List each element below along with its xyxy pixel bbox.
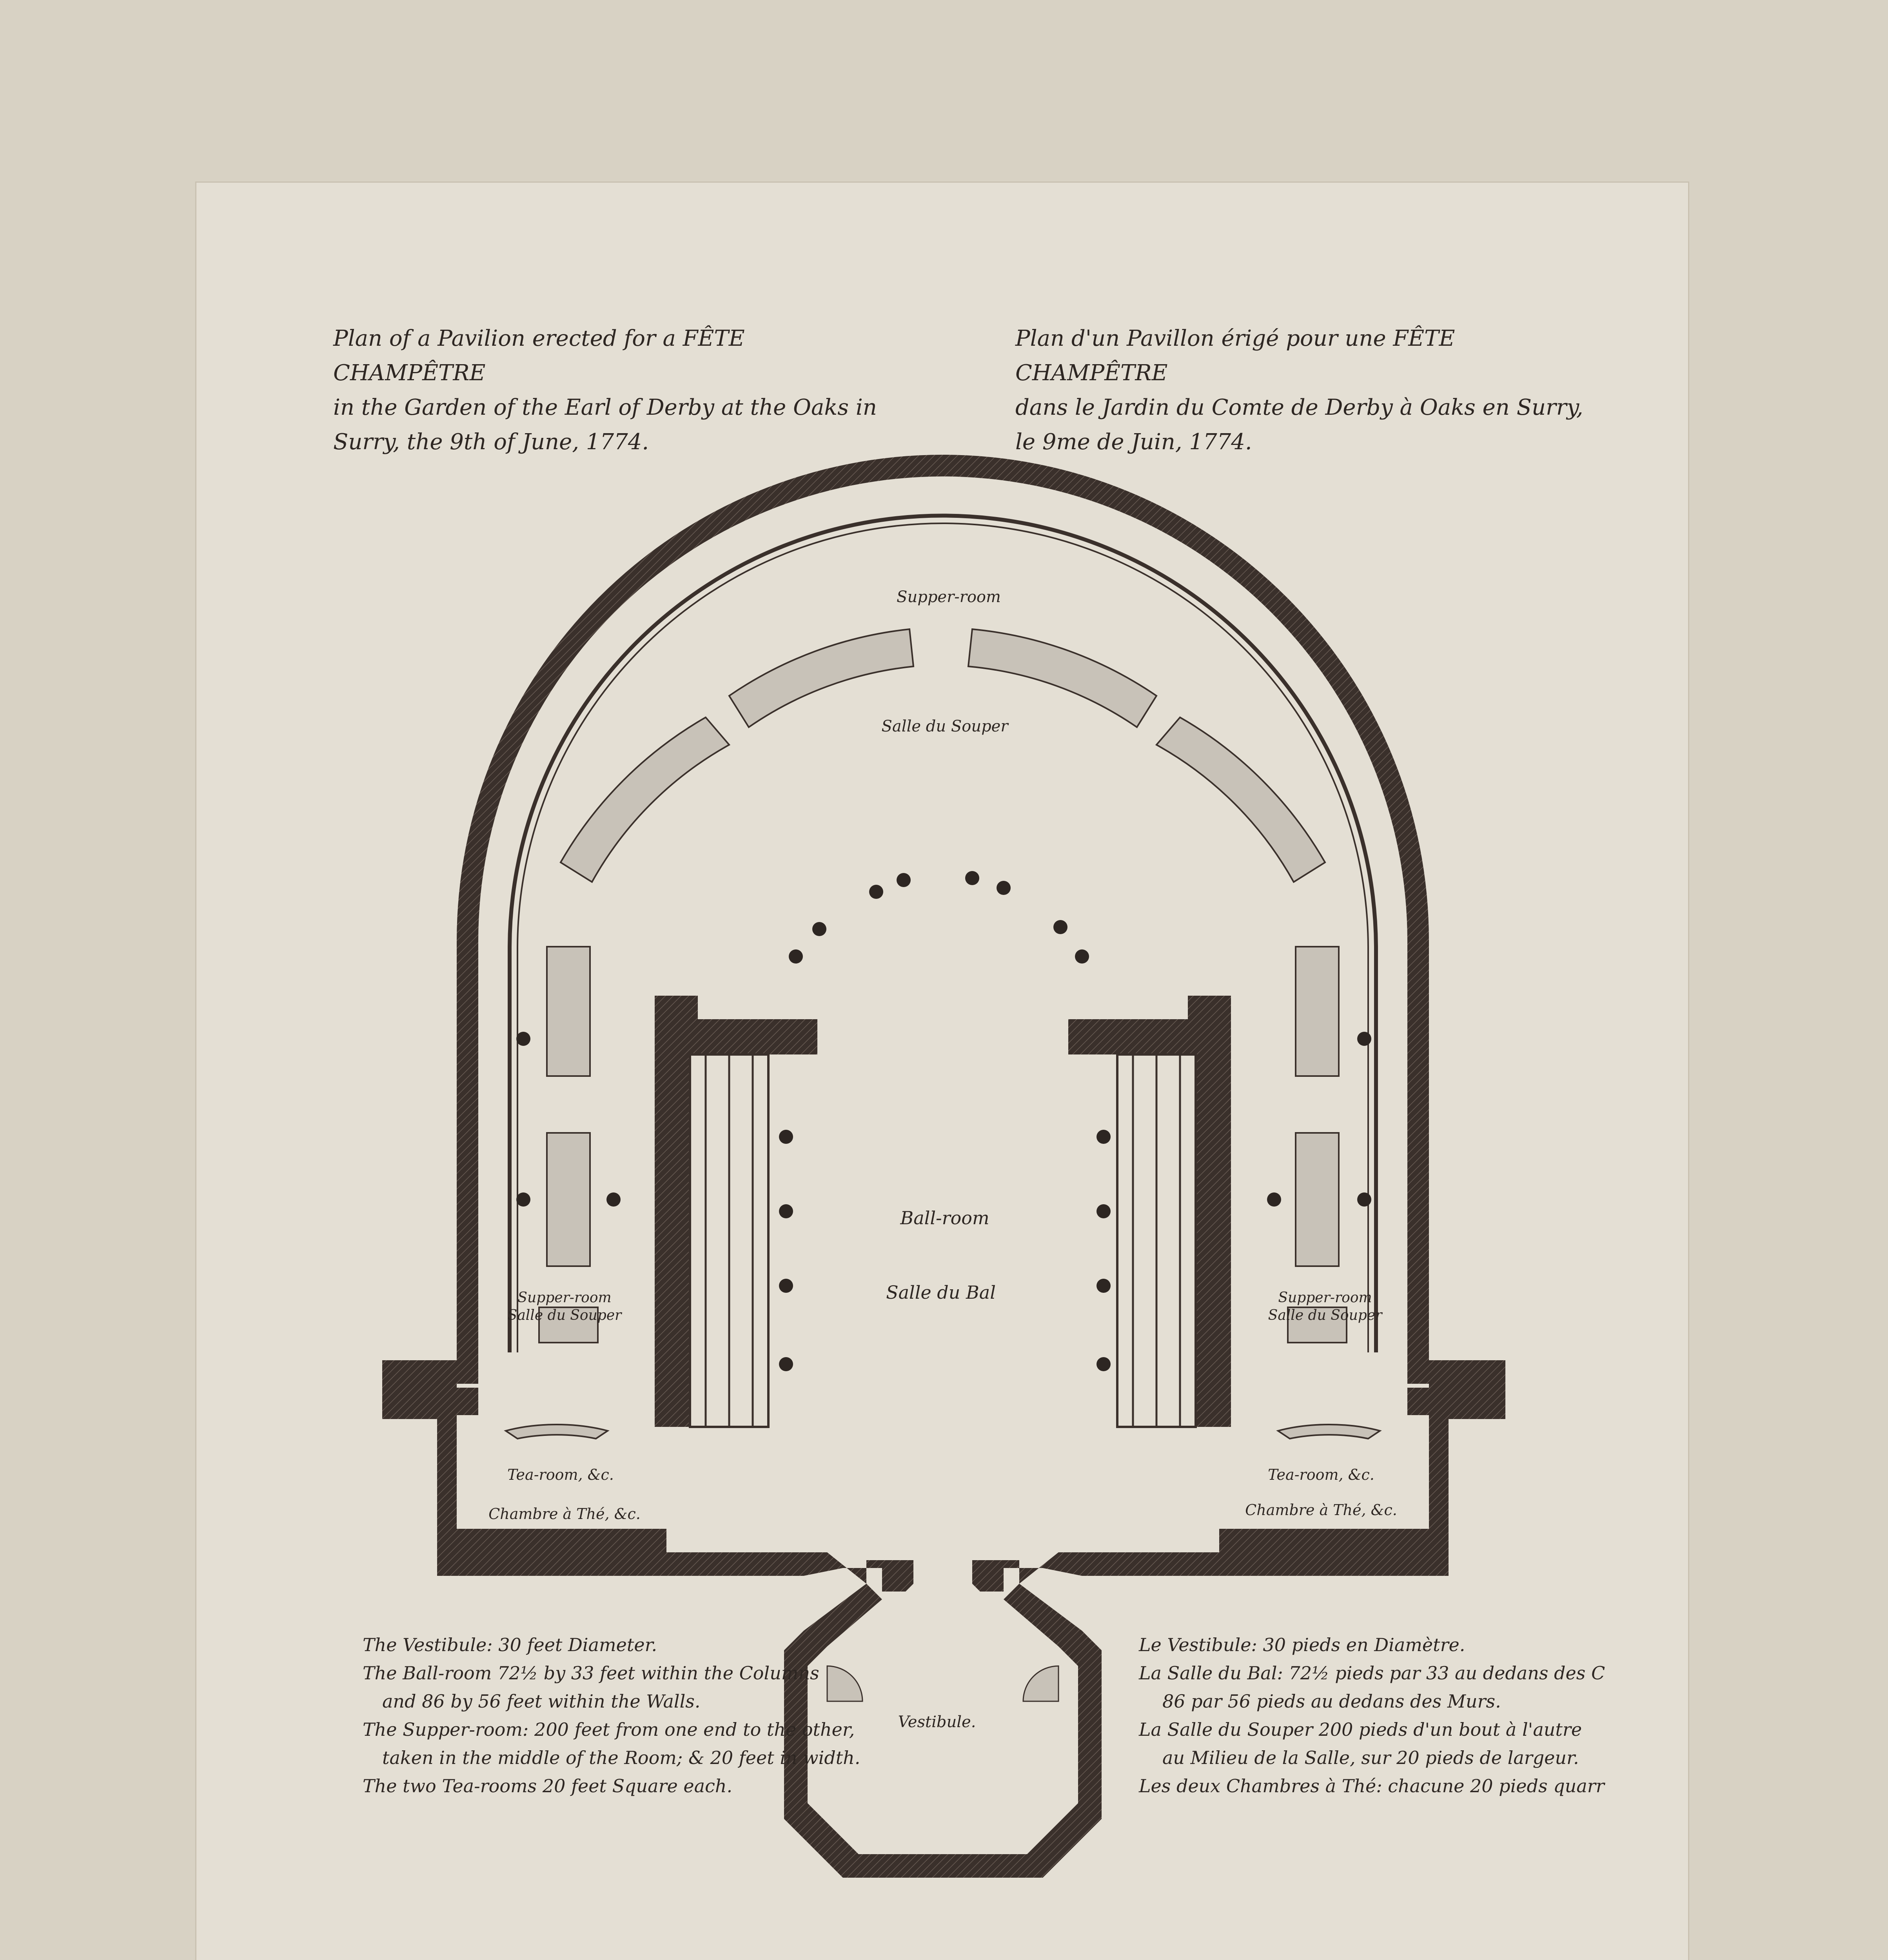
note-line: Le Vestibule: 30 pieds en Diamètre. bbox=[1139, 1634, 1465, 1655]
notes-english bbox=[363, 1631, 860, 1800]
right-salle-souper-label: Salle du Souper bbox=[1268, 1307, 1382, 1323]
supper-room-label: Supper-room bbox=[897, 588, 1001, 606]
note-line: La Salle du Souper 200 pieds d'un bout à l'autre bbox=[1139, 1719, 1582, 1740]
vestibule-label: Vestibule. bbox=[898, 1713, 976, 1731]
note-line: The two Tea-rooms 20 feet Square each. bbox=[363, 1775, 733, 1797]
note-line: The Vestibule: 30 feet Diameter. bbox=[363, 1634, 657, 1655]
note-line: The Ball-room 72½ by 33 feet within the Columns bbox=[363, 1662, 819, 1684]
salle-bal-label: Salle du Bal bbox=[886, 1282, 996, 1303]
right-tea-room-label: Tea-room, &c. bbox=[1268, 1466, 1374, 1483]
note-line: Les deux Chambres à Thé: chacune 20 pieds quarr bbox=[1139, 1775, 1605, 1797]
title-english: Plan of a Pavilion erected for a FÊTE CHAMPÊTRE in the Garden of the Earl of Derby at the Oaks in Surry, the 9th of June, 1774. bbox=[333, 326, 877, 455]
right-supper-label: Supper-room bbox=[1278, 1290, 1372, 1306]
note-line: La Salle du Bal: 72½ pieds par 33 au dedans des C bbox=[1139, 1662, 1605, 1684]
ball-room-label: Ball-room bbox=[900, 1207, 989, 1229]
note-line: au Milieu de la Salle, sur 20 pieds de largeur. bbox=[1162, 1747, 1579, 1768]
title-french: Plan d'un Pavillon érigé pour une FÊTE CHAMPÊTRE dans le Jardin du Comte de Derby à Oaks en Surry, le 9me de Juin, 1774. bbox=[1015, 326, 1583, 455]
left-chambre-the-label: Chambre à Thé, &c. bbox=[488, 1505, 641, 1523]
note-line: The Supper-room: 200 feet from one end to the other, bbox=[363, 1719, 855, 1740]
left-supper-label: Supper-room bbox=[517, 1290, 612, 1306]
left-tea-room-label: Tea-room, &c. bbox=[507, 1466, 614, 1483]
notes-french bbox=[1139, 1631, 1605, 1800]
salle-souper-label: Salle du Souper bbox=[881, 717, 1008, 735]
right-chambre-the-label: Chambre à Thé, &c. bbox=[1245, 1501, 1397, 1519]
note-line: and 86 by 56 feet within the Walls. bbox=[382, 1691, 701, 1712]
note-line: 86 par 56 pieds au dedans des Murs. bbox=[1162, 1691, 1501, 1712]
left-salle-souper-label: Salle du Souper bbox=[507, 1307, 622, 1323]
note-line: taken in the middle of the Room; & 20 feet in width. bbox=[382, 1747, 860, 1768]
